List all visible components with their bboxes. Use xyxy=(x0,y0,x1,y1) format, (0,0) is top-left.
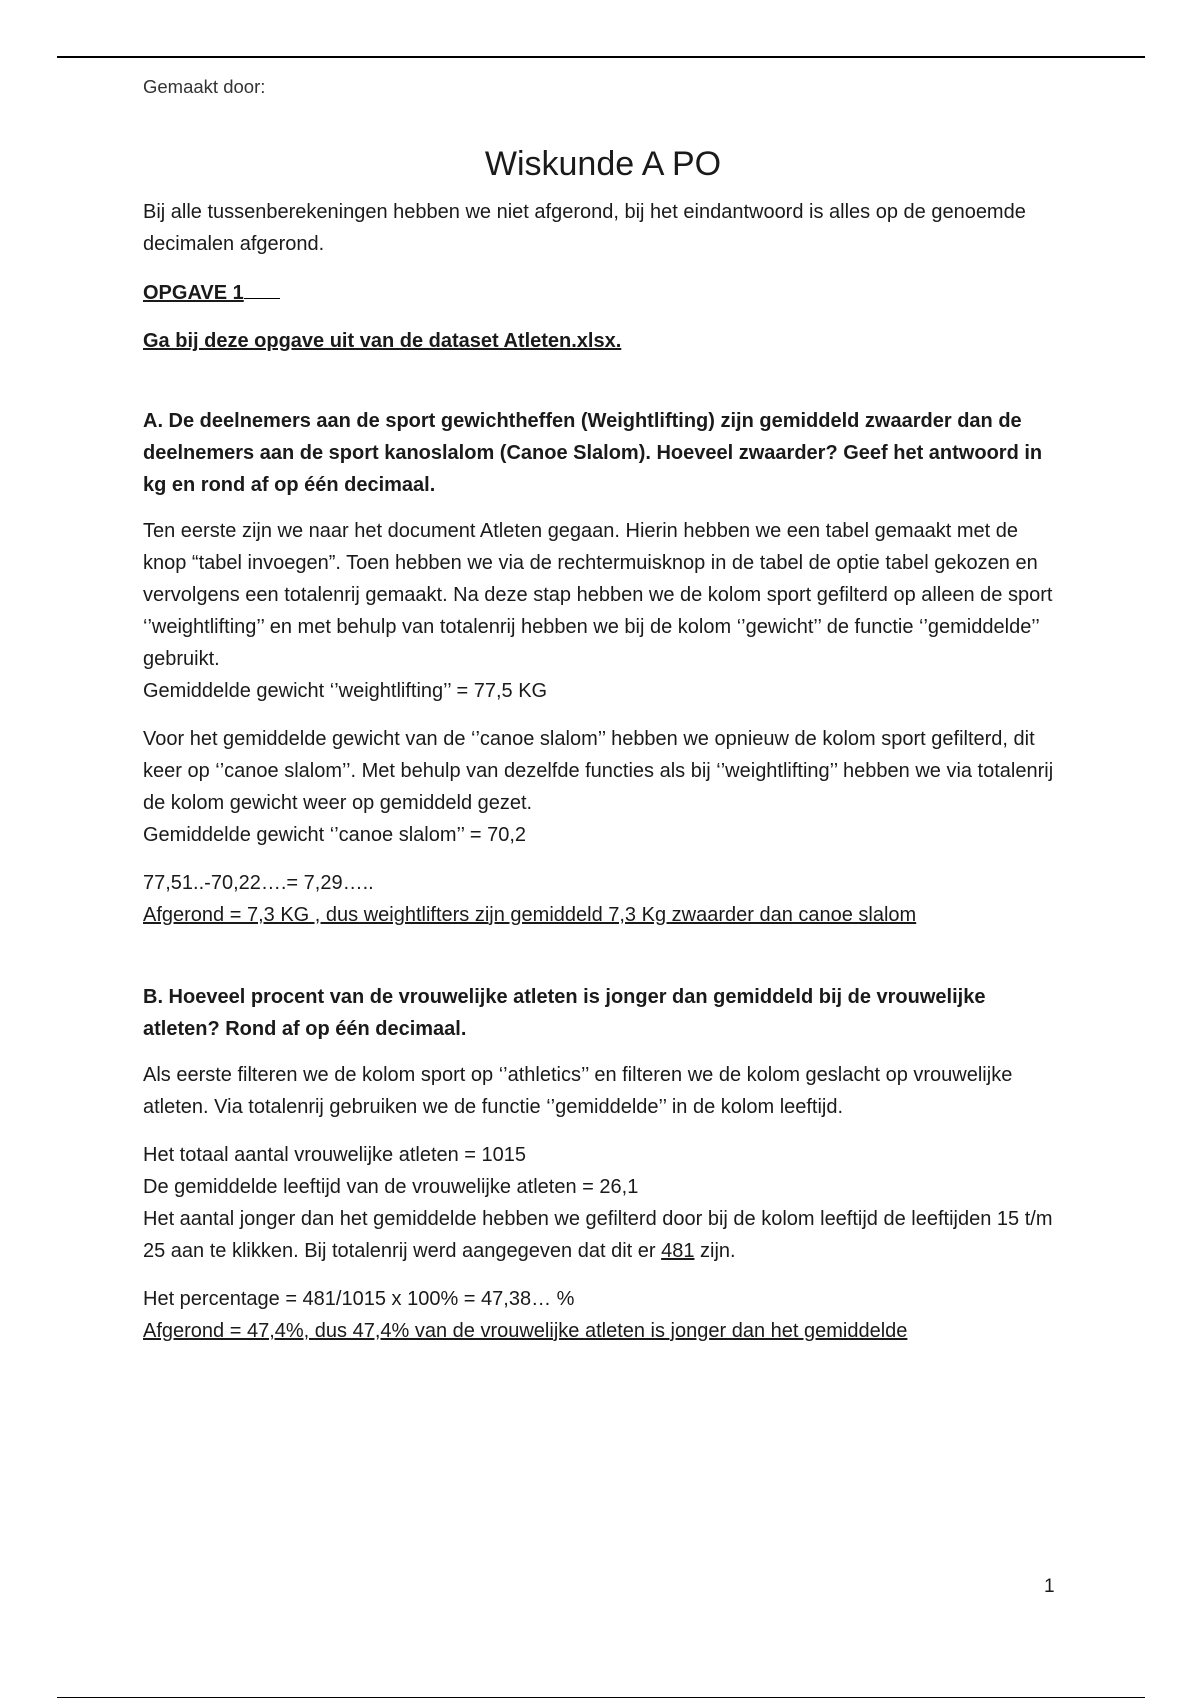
question-b-line-1: Het totaal aantal vrouwelijke atleten = 1015 xyxy=(143,1144,527,1166)
page-number: 1 xyxy=(1044,1576,1055,1597)
dataset-note: Ga bij deze opgave uit van de dataset Atleten.xlsx. xyxy=(143,330,622,352)
question-b-line-3-after: zijn. xyxy=(694,1240,736,1262)
assignment-heading-text: OPGAVE 1 xyxy=(143,282,244,304)
question-a-result-2: Gemiddelde gewicht ‘’canoe slalom’’ = 70,2 xyxy=(143,824,526,846)
assignment-heading xyxy=(143,276,1063,309)
bottom-rule xyxy=(57,1697,1145,1698)
question-b-answer: Afgerond = 47,4%, dus 47,4% van de vrouwelijke atleten is jonger dan het gemiddelde xyxy=(143,1320,908,1342)
question-b: B. Hoeveel procent van de vrouwelijke atleten is jonger dan gemiddeld bij de vrouwelijke atleten? Rond af op één decimaal. xyxy=(143,986,986,1040)
question-a-calculation xyxy=(143,867,1063,931)
question-a-para-1: Ten eerste zijn we naar het document Atleten gegaan. Hierin hebben we een tabel gemaakt met de knop “tabel invoegen”. Toen hebben we via de rechtermuisknop in de tabel de optie tabel gekozen en vervolgens een totalenrij gemaakt. Na deze stap hebben we de kolom sport gefilterd op alleen de sport ‘’weightlifting’’ en met behulp van totalenrij hebben we bij de kolom ‘’gewicht’’ de functie ‘’gemiddelde’’ gebruikt. xyxy=(143,520,1053,670)
document-page xyxy=(143,72,1063,1363)
intro-paragraph: Bij alle tussenberekeningen hebben we niet afgerond, bij het eindantwoord is alles op de genoemde decimalen afgerond. xyxy=(143,201,1026,255)
question-a-result-1: Gemiddelde gewicht ‘’weightlifting’’ = 77,5 KG xyxy=(143,680,548,702)
top-rule xyxy=(57,56,1145,58)
question-a-explanation-2 xyxy=(143,723,1063,851)
question-b-figures xyxy=(143,1139,1063,1267)
question-b-percentage: Het percentage = 481/1015 x 100% = 47,38… % xyxy=(143,1288,575,1310)
made-by-label: Gemaakt door: xyxy=(143,76,266,97)
question-a-answer: Afgerond = 7,3 KG , dus weightlifters zijn gemiddeld 7,3 Kg zwaarder dan canoe slalom xyxy=(143,904,917,926)
question-b-line-3-before: Het aantal jonger dan het gemiddelde hebben we gefilterd door bij de kolom leeftijd de leeftijden 15 t/m 25 aan te klikken. Bij totalenrij werd aangegeven dat dit er xyxy=(143,1208,1053,1262)
page-title: Wiskunde A PO xyxy=(484,145,722,183)
question-a-calc: 77,51..-70,22….= 7,29….. xyxy=(143,872,374,894)
question-a-explanation-1 xyxy=(143,515,1063,707)
question-b-result xyxy=(143,1283,1063,1347)
question-b-count: 481 xyxy=(661,1240,695,1262)
heading-underline-trail xyxy=(244,276,280,299)
question-a: A. De deelnemers aan de sport gewichtheffen (Weightlifting) zijn gemiddeld zwaarder dan de deelnemers aan de sport kanoslalom (Canoe Slalom). Hoeveel zwaarder? Geef het antwoord in kg en rond af op één decimaal. xyxy=(143,410,1043,496)
question-a-para-2: Voor het gemiddelde gewicht van de ‘’canoe slalom’’ hebben we opnieuw de kolom sport gefilterd, dit keer op ‘’canoe slalom’’. Met behulp van dezelfde functies als bij ‘’weightlifting’’ hebben we via totalenrij de kolom gewicht weer op gemiddeld gezet. xyxy=(143,728,1054,814)
question-b-line-2: De gemiddelde leeftijd van de vrouwelijke atleten = 26,1 xyxy=(143,1176,639,1198)
question-b-explanation-1: Als eerste filteren we de kolom sport op ‘’athletics’’ en filteren we de kolom geslacht op vrouwelijke atleten. Via totalenrij gebruiken we de functie ‘’gemiddelde’’ in de kolom leeftijd. xyxy=(143,1064,1013,1118)
